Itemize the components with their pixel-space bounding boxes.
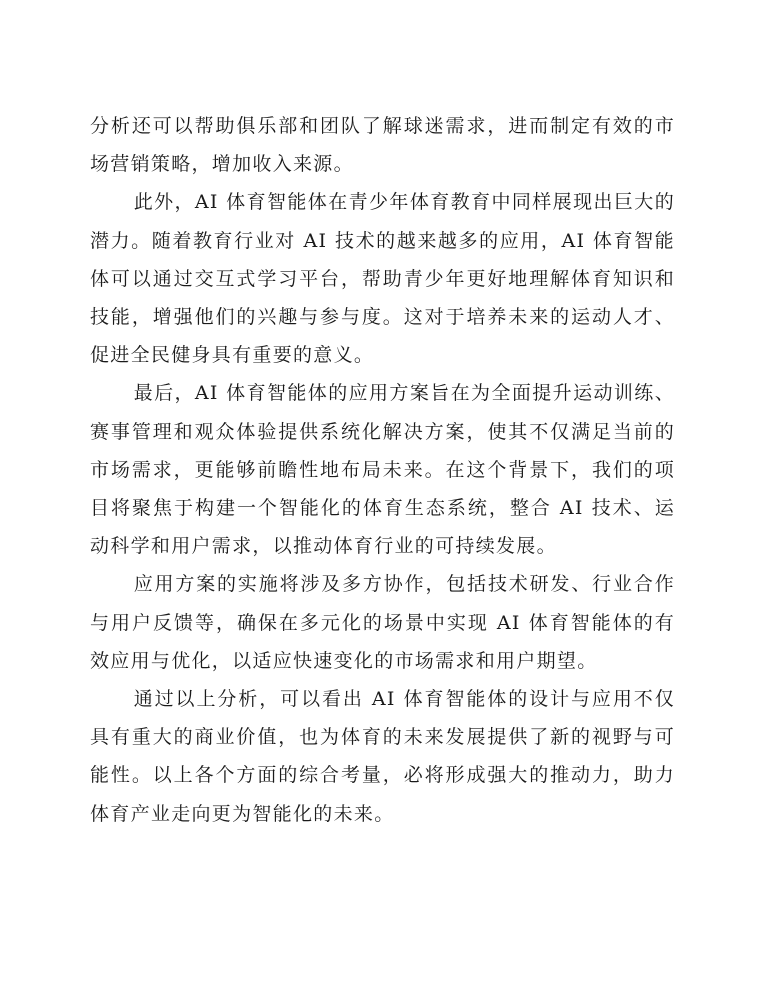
paragraph-4: 应用方案的实施将涉及多方协作，包括技术研发、行业合作与用户反馈等，确保在多元化的场景中实现 AI 体育智能体的有效应用与优化，以适应快速变化的市场需求和用户期望。 [90,573,675,672]
document-body [90,107,675,833]
paragraph-5: 通过以上分析，可以看出 AI 体育智能体的设计与应用不仅具有重大的商业价值，也为体育的未来发展提供了新的视野与可能性。以上各个方面的综合考量，必将形成强大的推动力，助力体育产业走向更为智能化的未来。 [90,688,675,825]
paragraph-2: 此外，AI 体育智能体在青少年体育教育中同样展现出巨大的潜力。随着教育行业对 AI 技术的越来越多的应用，AI 体育智能体可以通过交互式学习平台，帮助青少年更好地理解体育知识和技能，增强他们的兴趣与参与度。这对于培养未来的运动人才、促进全民健身具有重要的意义。 [90,191,675,367]
paragraph-1: 分析还可以帮助俱乐部和团队了解球迷需求，进而制定有效的市场营销策略，增加收入来源。 [90,115,675,176]
paragraph-3: 最后，AI 体育智能体的应用方案旨在为全面提升运动训练、赛事管理和观众体验提供系统化解决方案，使其不仅满足当前的市场需求，更能够前瞻性地布局未来。在这个背景下，我们的项目将聚焦于构建一个智能化的体育生态系统，整合 AI 技术、运动科学和用户需求，以推动体育行业的可持续发展。 [90,382,675,558]
